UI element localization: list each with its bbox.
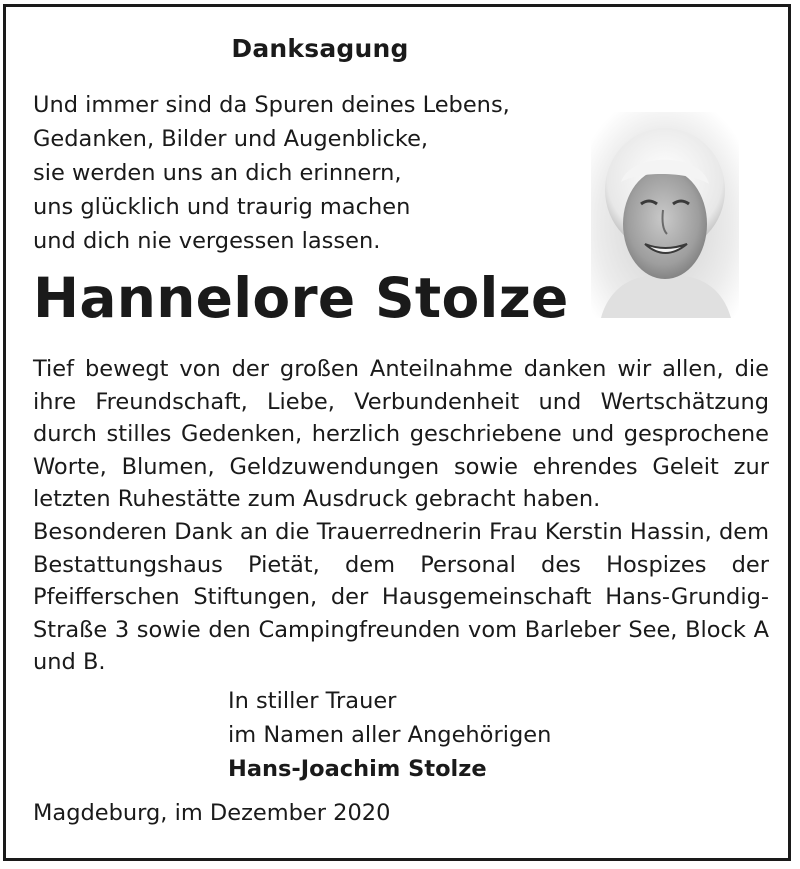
- place-date: Magdeburg, im Dezember 2020: [33, 800, 391, 826]
- portrait-photo: [591, 112, 739, 318]
- poem-line: sie werden uns an dich erinnern,: [33, 160, 402, 186]
- thanks-paragraph: Tief bewegt von der großen Anteilnahme danken wir allen, die ihre Freundschaft, Liebe, Verbundenheit und Wertschätzung durch stilles Gedenken, herzlich geschriebene und gesprochene Worte, Blumen, Geldzuwendungen sowie ehrendes Geleit zur letzten Ruhestätte zum Ausdruck gebracht haben.: [33, 356, 769, 513]
- mourning-line: In stiller Trauer: [228, 688, 397, 714]
- thanks-paragraph: Besonderen Dank an die Trauerrednerin Frau Kerstin Hassin, dem Bestattungshaus Pietät, dem Personal des Hospizes der Pfeifferschen Stiftungen, der Hausgemeinschaft Hans-Grundig-Straße 3 sowie den Campingfreunden vom Barleber See, Block A und B.: [33, 518, 769, 676]
- poem-line: Und immer sind da Spuren deines Lebens,: [33, 92, 510, 118]
- heading: Danksagung: [231, 34, 409, 63]
- relatives-line: im Namen aller Angehörigen: [228, 722, 552, 748]
- signature-block: [228, 684, 551, 786]
- thanks-text: [33, 353, 769, 679]
- poem-line: uns glücklich und traurig machen: [33, 194, 411, 220]
- poem-line: und dich nie vergessen lassen.: [33, 228, 381, 254]
- signer-name: Hans-Joachim Stolze: [228, 756, 487, 782]
- poem: [33, 88, 510, 258]
- poem-line: Gedanken, Bilder und Augenblicke,: [33, 126, 429, 152]
- deceased-name: Hannelore Stolze: [33, 266, 569, 330]
- portrait-image: [591, 112, 739, 318]
